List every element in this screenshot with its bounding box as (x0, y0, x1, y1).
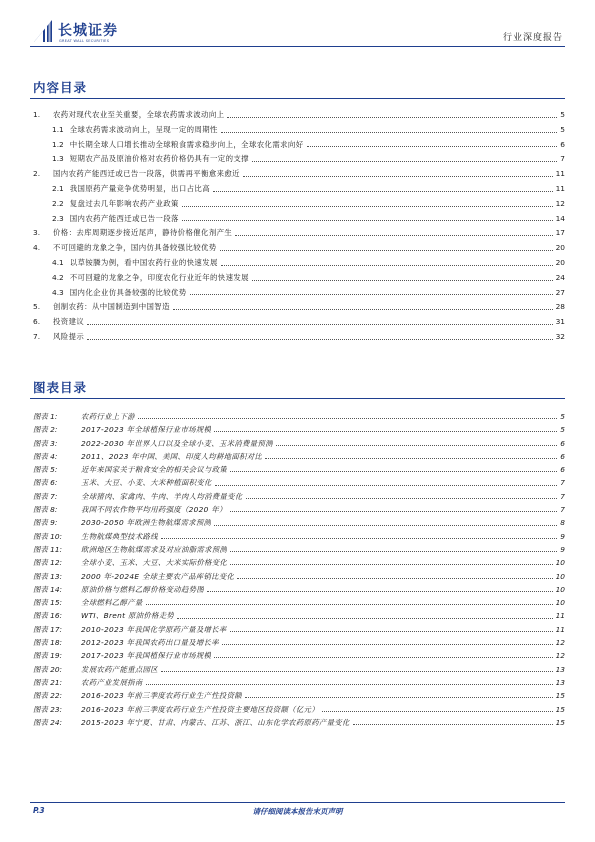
toc-entry[interactable] (30, 167, 565, 182)
page-ref: 10 (555, 558, 565, 568)
toc-entry[interactable] (30, 197, 565, 212)
figure-caption: 生物航煤典型技术路线 (81, 531, 158, 541)
figure-entry[interactable] (30, 649, 565, 662)
page-ref: 10 (555, 571, 565, 581)
page-ref: 5 (560, 425, 565, 435)
figure-number: 图表 18: (33, 638, 63, 648)
figure-caption: 我国不同农作物平均用药强度（2020 年） (81, 505, 227, 515)
dot-leader (237, 578, 552, 579)
figure-number: 图表 22: (33, 691, 63, 701)
page-ref: 11 (555, 611, 565, 621)
section-number: 7. (33, 331, 41, 341)
dot-leader (322, 711, 553, 712)
toc-entry[interactable] (30, 315, 565, 330)
page-ref: 9 (560, 531, 565, 541)
page-ref: 11 (555, 169, 565, 179)
figure-caption: 2012-2023 年我国农药出口量及增长率 (81, 638, 219, 648)
figure-entry[interactable] (30, 543, 565, 556)
page-ref: 6 (560, 438, 565, 448)
dot-leader (221, 132, 558, 133)
dot-leader (214, 525, 557, 526)
dot-leader (230, 551, 557, 552)
section-number: 1.3 (52, 154, 64, 164)
dot-leader (230, 564, 552, 565)
dot-leader (146, 684, 553, 685)
section-title: 国内化企业仿具备较强的比较优势 (69, 287, 187, 297)
dot-leader (252, 280, 553, 281)
page-ref: 31 (555, 317, 565, 327)
page-ref: 20 (555, 257, 565, 267)
toc-entry[interactable] (30, 138, 565, 153)
report-type: 行业深度报告 (502, 33, 563, 43)
figure-caption: 发展农药产能重点园区 (81, 664, 158, 674)
page-ref: 15 (555, 717, 565, 727)
page-ref: 24 (555, 272, 565, 282)
page-ref: 6 (560, 139, 565, 149)
figure-caption: 2000 年-2024E 全球主要农产品库销比变化 (81, 571, 235, 581)
section-title: 复盘过去几年影响农药产业政策 (69, 198, 179, 208)
dot-leader (182, 220, 553, 221)
dot-leader (213, 191, 553, 192)
dot-leader (276, 445, 558, 446)
figure-caption: 2017-2023 年全球植保行业市场规模 (81, 425, 212, 435)
page-ref: 6 (560, 465, 565, 475)
figure-number: 图表 1: (33, 412, 58, 421)
section-title: 短期农产品及原油价格对农药价格仍具有一定的支撑 (69, 154, 249, 164)
footer-disclaimer: 请仔细阅读本报告末页声明 (252, 807, 343, 816)
dot-leader (87, 339, 552, 340)
toc-entry[interactable] (30, 152, 565, 167)
toc-entry[interactable] (30, 226, 565, 241)
page-ref: 12 (555, 198, 565, 208)
section-number: 4.3 (52, 287, 64, 297)
page-ref: 13 (555, 664, 565, 674)
dot-leader (214, 431, 557, 432)
section-number: 1.2 (52, 139, 64, 149)
dot-leader (221, 265, 553, 266)
page-ref: 11 (555, 624, 565, 634)
toc-entry[interactable] (30, 108, 565, 123)
dot-leader (177, 618, 552, 619)
logo-subtext: GREAT WALL SECURITIES (59, 39, 110, 43)
figure-number: 图表 24: (33, 717, 63, 727)
section-title: 国内农药产能西迁或已告一段落，供需再平衡愈来愈近 (53, 169, 240, 179)
figure-caption: 农药行业上下游 (81, 412, 135, 421)
page-ref: 20 (555, 243, 565, 253)
figure-number: 图表 3: (33, 438, 58, 448)
page-ref: 11 (555, 183, 565, 193)
toc-entry[interactable] (30, 300, 565, 315)
figure-entry[interactable] (30, 530, 565, 543)
dot-leader (207, 591, 553, 592)
dot-leader (173, 309, 553, 310)
figure-caption: 2016-2023 年前三季度农药行业生产性投资额 (81, 691, 242, 701)
figure-number: 图表 15: (33, 598, 63, 608)
figure-number: 图表 19: (33, 651, 63, 661)
figure-number: 图表 23: (33, 704, 63, 714)
logo-mark-icon (32, 18, 54, 44)
figure-entry[interactable] (30, 663, 565, 676)
section-title: 国内农药产能西迁或已告一段落 (69, 213, 179, 223)
dot-leader (230, 631, 553, 632)
figure-entry[interactable] (30, 556, 565, 569)
dot-leader (227, 117, 557, 118)
toc-title: 内容目录 (33, 80, 88, 95)
figure-caption: 原油价格与燃料乙醇价格变动趋势图 (81, 584, 205, 594)
figure-number: 图表 10: (33, 531, 63, 541)
page-ref: 10 (555, 598, 565, 608)
toc-entry[interactable] (30, 330, 565, 345)
page-ref: 12 (555, 651, 565, 661)
toc-entry[interactable] (30, 182, 565, 197)
figure-entry[interactable] (30, 703, 565, 716)
toc-title-rule (30, 98, 565, 99)
figure-caption: 2010-2023 年我国化学原药产量及增长率 (81, 624, 227, 634)
figure-caption: 2015-2023 年宁夏、甘肃、内蒙古、江苏、浙江、山东化学农药原药产量变化 (81, 717, 350, 727)
figure-caption: 玉米、大豆、小麦、大米种植面积变化 (81, 478, 212, 488)
figure-entry[interactable] (30, 570, 565, 583)
dot-leader (230, 511, 558, 512)
section-title: 全球农药需求波动向上，呈现一定的周期性 (69, 124, 218, 134)
section-number: 1.1 (52, 124, 64, 134)
dot-leader (252, 161, 557, 162)
page-ref: 8 (560, 518, 565, 528)
figure-entry[interactable] (30, 596, 565, 609)
dot-leader (246, 498, 558, 499)
section-number: 2.1 (52, 183, 64, 193)
page-ref: 5 (560, 124, 565, 134)
dot-leader (245, 697, 553, 698)
figure-number: 图表 8: (33, 505, 58, 515)
figure-entry[interactable] (30, 623, 565, 636)
page-ref: 15 (555, 691, 565, 701)
figure-entry[interactable] (30, 490, 565, 503)
dot-leader (243, 176, 553, 177)
figure-entry[interactable] (30, 437, 565, 450)
page-ref: 12 (555, 638, 565, 648)
section-title: 以草铵膦为例，看中国农药行业的快速发展 (69, 257, 218, 267)
figure-list (30, 410, 565, 729)
figure-caption: 2030-2050 年欧洲生物航煤需求预测 (81, 518, 212, 528)
toc-entry[interactable] (30, 212, 565, 227)
section-title: 我国原药产量竞争优势明显，出口占比高 (69, 183, 210, 193)
dot-leader (235, 235, 552, 236)
dot-leader (146, 604, 553, 605)
figure-number: 图表 12: (33, 558, 63, 568)
figure-caption: 农药产业发展指南 (81, 677, 143, 687)
page-ref: 32 (555, 331, 565, 341)
figure-number: 图表 6: (33, 478, 58, 488)
page-ref: 7 (560, 491, 565, 501)
figure-number: 图表 2: (33, 425, 58, 435)
figure-caption: 全球小麦、玉米、大豆、大米实际价格变化 (81, 558, 228, 568)
figure-entry[interactable] (30, 410, 565, 423)
section-number: 2.3 (52, 213, 64, 223)
page-ref: 7 (560, 154, 565, 164)
figure-number: 图表 5: (33, 465, 58, 475)
section-title: 价格：去库周期逐步接近尾声，静待价格催化剂产生 (53, 228, 233, 238)
dot-leader (190, 294, 553, 295)
figure-number: 图表 11: (33, 544, 63, 554)
section-number: 3. (33, 228, 41, 238)
section-number: 1. (33, 110, 41, 119)
figure-number: 图表 13: (33, 571, 63, 581)
figure-caption: 全球燃料乙醇产量 (81, 598, 143, 608)
figure-number: 图表 21: (33, 677, 63, 687)
dot-leader (161, 538, 557, 539)
figure-entry[interactable] (30, 676, 565, 689)
page-ref: 5 (560, 110, 565, 119)
figure-entry[interactable] (30, 516, 565, 529)
dot-leader (182, 206, 553, 207)
figure-caption: 2022-2030 年世界人口以及全球小麦、玉米消费量预测 (81, 438, 273, 448)
toc-entry[interactable] (30, 256, 565, 271)
section-title: 中长期全球人口增长推动全球粮食需求稳步向上，全球农化需求向好 (69, 139, 304, 149)
dot-leader (265, 458, 557, 459)
page-ref: 5 (560, 412, 565, 421)
dot-leader (230, 471, 557, 472)
toc-entry[interactable] (30, 241, 565, 256)
dot-leader (353, 724, 553, 725)
figures-title: 图表目录 (33, 380, 88, 395)
page-ref: 7 (560, 505, 565, 515)
page-ref: 15 (555, 704, 565, 714)
figure-caption: 2016-2023 年前三季度农药行业生产性投资主要地区投资额（亿元） (81, 704, 319, 714)
page-ref: 7 (560, 478, 565, 488)
toc-entry[interactable] (30, 271, 565, 286)
footer-divider (30, 802, 565, 803)
figure-number: 图表 4: (33, 451, 58, 461)
section-number: 4. (33, 243, 41, 253)
figure-number: 图表 7: (33, 491, 58, 501)
figure-number: 图表 17: (33, 624, 63, 634)
figure-number: 图表 14: (33, 584, 63, 594)
page-ref: 6 (560, 451, 565, 461)
figure-entry[interactable] (30, 463, 565, 476)
figure-entry[interactable] (30, 689, 565, 702)
figure-entry[interactable] (30, 450, 565, 463)
dot-leader (87, 324, 552, 325)
section-title: 不可回避的龙象之争，印度农化行业近年的快速发展 (69, 272, 249, 282)
toc-entry[interactable] (30, 123, 565, 138)
figure-caption: WTI、Brent 原油价格走势 (81, 611, 175, 621)
page-ref: 17 (555, 228, 565, 238)
dot-leader (161, 671, 553, 672)
figure-caption: 2011、2023 年中国、美国、印度人均耕地面积对比 (81, 451, 263, 461)
page-ref: 10 (555, 584, 565, 594)
company-logo (32, 18, 162, 48)
logo-text: 长城证券 (58, 23, 118, 39)
figure-caption: 欧洲地区生物航煤需求及对应油脂需求预测 (81, 544, 228, 554)
section-number: 5. (33, 302, 41, 312)
figure-caption: 全球猪肉、家禽肉、牛肉、羊肉人均消费量变化 (81, 491, 243, 501)
page-ref: 9 (560, 544, 565, 554)
page-ref: 14 (555, 213, 565, 223)
section-title: 风险提示 (53, 331, 85, 341)
figure-caption: 近年来国家关于粮食安全的相关会议与政策 (81, 465, 228, 475)
figure-entry[interactable] (30, 716, 565, 729)
toc-entry[interactable] (30, 286, 565, 301)
figure-entry[interactable] (30, 423, 565, 436)
section-number: 2. (33, 169, 41, 179)
table-of-contents (30, 108, 565, 345)
section-title: 投资建议 (53, 317, 85, 327)
page-ref: 27 (555, 287, 565, 297)
section-number: 4.2 (52, 272, 64, 282)
figure-entry[interactable] (30, 503, 565, 516)
figure-entry[interactable] (30, 636, 565, 649)
dot-leader (220, 250, 553, 251)
page-ref: 28 (555, 302, 565, 312)
figure-entry[interactable] (30, 476, 565, 489)
section-number: 4.1 (52, 257, 64, 267)
figure-caption: 2017-2023 年我国植保行业市场规模 (81, 651, 212, 661)
section-number: 6. (33, 317, 41, 327)
figure-entry[interactable] (30, 583, 565, 596)
section-title: 不可回避的龙象之争，国内仿具备较强比较优势 (53, 243, 217, 253)
dot-leader (215, 485, 558, 486)
figures-title-rule (30, 398, 565, 399)
section-title: 农药对现代农业至关重要，全球农药需求波动向上 (53, 110, 225, 119)
section-title: 创制农药：从中国制造到中国智造 (53, 302, 170, 312)
page-number: P.3 (33, 806, 45, 815)
dot-leader (214, 657, 552, 658)
page-header (30, 14, 565, 46)
section-number: 2.2 (52, 198, 64, 208)
figure-entry[interactable] (30, 609, 565, 622)
figure-number: 图表 16: (33, 611, 63, 621)
dot-leader (307, 146, 558, 147)
header-divider (30, 46, 565, 47)
dot-leader (222, 644, 553, 645)
dot-leader (138, 418, 557, 419)
figure-number: 图表 9: (33, 518, 58, 528)
figure-number: 图表 20: (33, 664, 63, 674)
page-ref: 13 (555, 677, 565, 687)
